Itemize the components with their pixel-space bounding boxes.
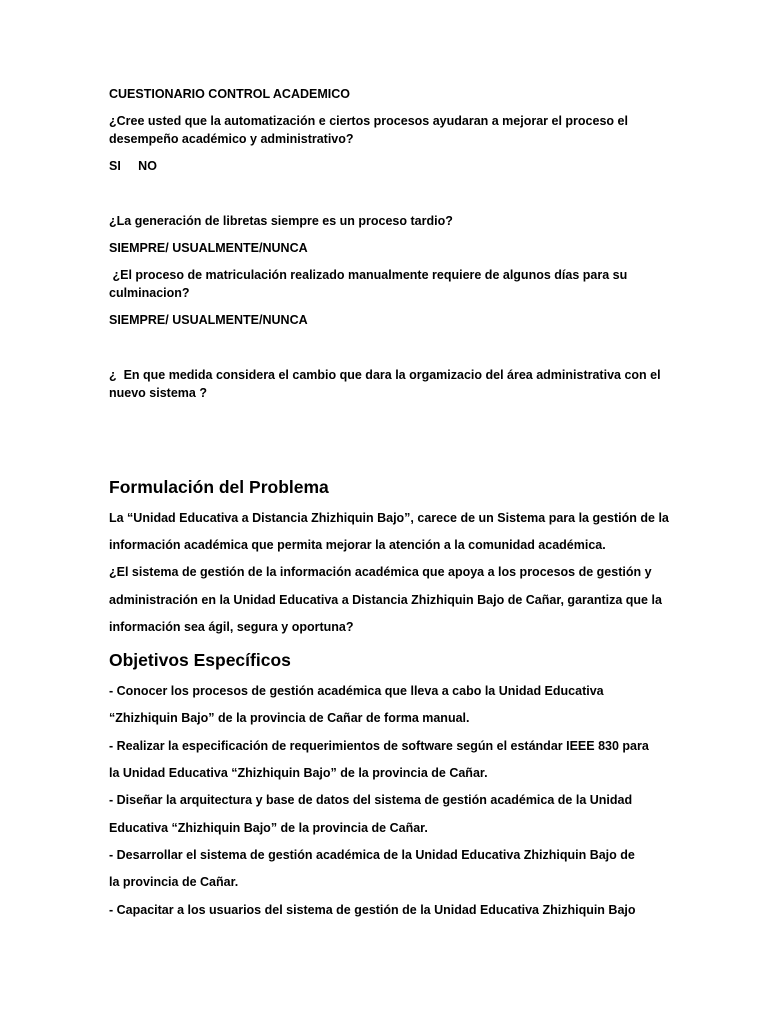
objective-line: - Capacitar a los usuarios del sistema de gestión de la Unidad Educativa Zhizhiquin Bajo (109, 903, 636, 917)
objective-line: - Conocer los procesos de gestión académica que lleva a cabo la Unidad Educativa (109, 684, 604, 698)
question-1-line-1: ¿Cree usted que la automatización e ciertos procesos ayudaran a mejorar el proceso el (109, 114, 628, 128)
problem-text-line-5: información sea ágil, segura y oportuna? (109, 620, 354, 634)
problem-text-line-3: ¿El sistema de gestión de la información académica que apoya a los procesos de gestión y (109, 565, 652, 579)
question-2-options: SIEMPRE/ USUALMENTE/NUNCA (109, 241, 308, 255)
objective-line: “Zhizhiquin Bajo” de la provincia de Cañar de forma manual. (109, 711, 470, 725)
problem-heading: Formulación del Problema (109, 477, 329, 497)
question-4-line-2: nuevo sistema ? (109, 386, 207, 400)
question-3-line-2: culminacion? (109, 286, 190, 300)
problem-text-line-4: administración en la Unidad Educativa a Distancia Zhizhiquin Bajo de Cañar, garantiza que la (109, 593, 662, 607)
objectives-heading: Objetivos Específicos (109, 650, 291, 670)
questionnaire-title: CUESTIONARIO CONTROL ACADEMICO (109, 87, 350, 101)
objective-line: - Diseñar la arquitectura y base de datos del sistema de gestión académica de la Unidad (109, 793, 633, 807)
question-1-options: SI NO (109, 159, 157, 173)
objective-line: la provincia de Cañar. (109, 875, 239, 889)
objective-line: - Realizar la especificación de requerimientos de software según el estándar IEEE 830 para (109, 739, 649, 753)
objective-line: Educativa “Zhizhiquin Bajo” de la provincia de Cañar. (109, 821, 428, 835)
question-1-line-2: desempeño académico y administrativo? (109, 132, 354, 146)
objective-line: - Desarrollar el sistema de gestión académica de la Unidad Educativa Zhizhiquin Bajo de (109, 848, 635, 862)
objective-line: la Unidad Educativa “Zhizhiquin Bajo” de la provincia de Cañar. (109, 766, 488, 780)
problem-text-line-1: La “Unidad Educativa a Distancia Zhizhiquin Bajo”, carece de un Sistema para la gestión de la (109, 511, 669, 525)
question-3-options: SIEMPRE/ USUALMENTE/NUNCA (109, 313, 308, 327)
question-4-line-1: ¿ En que medida considera el cambio que dara la orgamizacio del área administrativa con el (109, 368, 661, 382)
question-3-line-1: ¿El proceso de matriculación realizado manualmente requiere de algunos días para su (109, 268, 628, 282)
question-2: ¿La generación de libretas siempre es un proceso tardio? (109, 214, 453, 228)
problem-text-line-2: información académica que permita mejorar la atención a la comunidad académica. (109, 538, 606, 552)
